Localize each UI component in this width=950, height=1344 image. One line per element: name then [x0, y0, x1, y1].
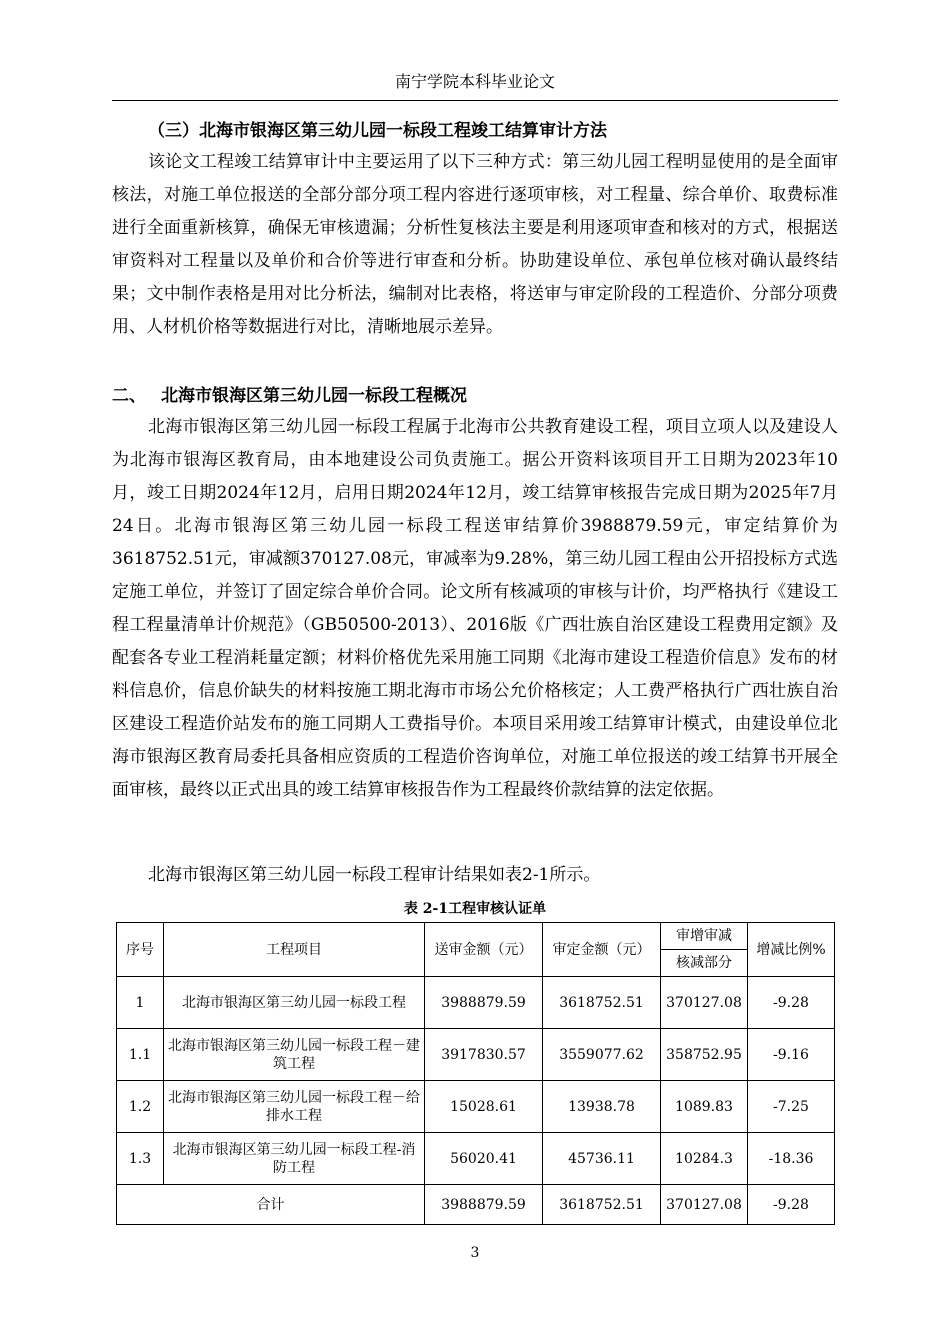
cell-seq: 1.2	[117, 1081, 164, 1133]
cell-submitted: 3917830.57	[425, 1029, 543, 1081]
total-submitted: 3988879.59	[425, 1185, 543, 1225]
cell-project: 北海市银海区第三幼儿园一标段工程－建筑工程	[164, 1029, 425, 1081]
cell-reduction: 10284.3	[661, 1133, 748, 1185]
total-ratio: -9.28	[748, 1185, 835, 1225]
paragraph-project-overview: 北海市银海区第三幼儿园一标段工程属于北海市公共教育建设工程，项目立项人以及建设人为北海市银海区教育局，由本地建设公司负责施工。据公开资料该项目开工日期为2023年10月，竣工日期2024年12月，启用日期2024年12月，竣工结算审核报告完成日期为2025年7月24日。北海市银海区第三幼儿园一标段工程送审结算价3988879.59元，审定结算价为3618752.51元，审减额370127.08元，审减率为9.28%，第三幼儿园工程由公开招投标方式选定施工单位，并签订了固定综合单价合同。论文所有核减项的审核与计价，均严格执行《建设工程工程量清单计价规范》（GB50500-2013）、2016版《广西壮族自治区建设工程费用定额》及配套各专业工程消耗量定额；材料价格优先采用施工同期《北海市建设工程造价信息》发布的材料信息价，信息价缺失的材料按施工期北海市市场公允价格核定；人工费严格执行广西壮族自治区建设工程造价站发布的施工同期人工费指导价。本项目采用竣工结算审计模式，由建设单位北海市银海区教育局委托具备相应资质的工程造价咨询单位，对施工单位报送的竣工结算书开展全面审核，最终以正式出具的竣工结算审核报告作为工程最终价款结算的法定依据。	[112, 417, 838, 800]
header-divider	[112, 100, 838, 101]
cell-seq: 1.3	[117, 1133, 164, 1185]
total-reduction: 370127.08	[661, 1185, 748, 1225]
page-header-title: 南宁学院本科毕业论文	[394, 72, 555, 91]
paragraph-audit-methods: 该论文工程竣工结算审计中主要运用了以下三种方式：第三幼儿园工程明显使用的是全面审核法，对施工单位报送的全部分部分项工程内容进行逐项审核，对工程量、综合单价、取费标准进行全面重新核算，确保无审核遗漏；分析性复核法主要是利用逐项审查和核对的方式，根据送审资料对工程量以及单价和合价等进行审查和分析。协助建设单位、承包单位核对确认最终结果；文中制作表格是用对比分析法，编制对比表格，将送审与审定阶段的工程造价、分部分项费用、人材机价格等数据进行对比，清晰地展示差异。	[112, 152, 838, 337]
cell-ratio: -7.25	[748, 1081, 835, 1133]
cell-seq: 1.1	[117, 1029, 164, 1081]
section-heading-audit-methods: （三）北海市银海区第三幼儿园一标段工程竣工结算审计方法	[148, 121, 607, 141]
table-row	[117, 977, 835, 1029]
section-number: 二、	[112, 386, 146, 406]
cell-seq: 1	[117, 977, 164, 1029]
header-adjust-bottom: 核减部分	[661, 950, 748, 977]
cell-reduction: 1089.83	[661, 1081, 748, 1133]
cell-ratio: -9.16	[748, 1029, 835, 1081]
section-title: 北海市银海区第三幼儿园一标段工程概况	[161, 386, 467, 406]
cell-reduction: 358752.95	[661, 1029, 748, 1081]
cell-project: 北海市银海区第三幼儿园一标段工程-消防工程	[164, 1133, 425, 1185]
table-row	[117, 1133, 835, 1185]
header-ratio: 增减比例%	[748, 923, 835, 977]
section-heading-project-overview	[112, 383, 467, 409]
table-total-row	[117, 1185, 835, 1225]
cell-approved: 3559077.62	[543, 1029, 661, 1081]
header-seq: 序号	[117, 923, 164, 977]
cell-reduction: 370127.08	[661, 977, 748, 1029]
table-caption: 表 2-1工程审核认证单	[403, 901, 547, 917]
cell-project: 北海市银海区第三幼儿园一标段工程－给排水工程	[164, 1081, 425, 1133]
table-row	[117, 1081, 835, 1133]
cell-ratio: -18.36	[748, 1133, 835, 1185]
cell-submitted: 3988879.59	[425, 977, 543, 1029]
paragraph-table-reference: 北海市银海区第三幼儿园一标段工程审计结果如表2-1所示。	[148, 865, 601, 885]
total-label: 合计	[117, 1185, 425, 1225]
audit-certification-table	[116, 922, 835, 1225]
header-adjust-top: 审增审减	[661, 923, 748, 950]
cell-approved: 13938.78	[543, 1081, 661, 1133]
table-row	[117, 1029, 835, 1081]
header-project: 工程项目	[164, 923, 425, 977]
cell-submitted: 15028.61	[425, 1081, 543, 1133]
cell-approved: 45736.11	[543, 1133, 661, 1185]
cell-project: 北海市银海区第三幼儿园一标段工程	[164, 977, 425, 1029]
cell-ratio: -9.28	[748, 977, 835, 1029]
cell-submitted: 56020.41	[425, 1133, 543, 1185]
header-approved: 审定金额（元）	[543, 923, 661, 977]
page-number: 3	[470, 1245, 480, 1261]
header-submitted: 送审金额（元）	[425, 923, 543, 977]
cell-approved: 3618752.51	[543, 977, 661, 1029]
total-approved: 3618752.51	[543, 1185, 661, 1225]
